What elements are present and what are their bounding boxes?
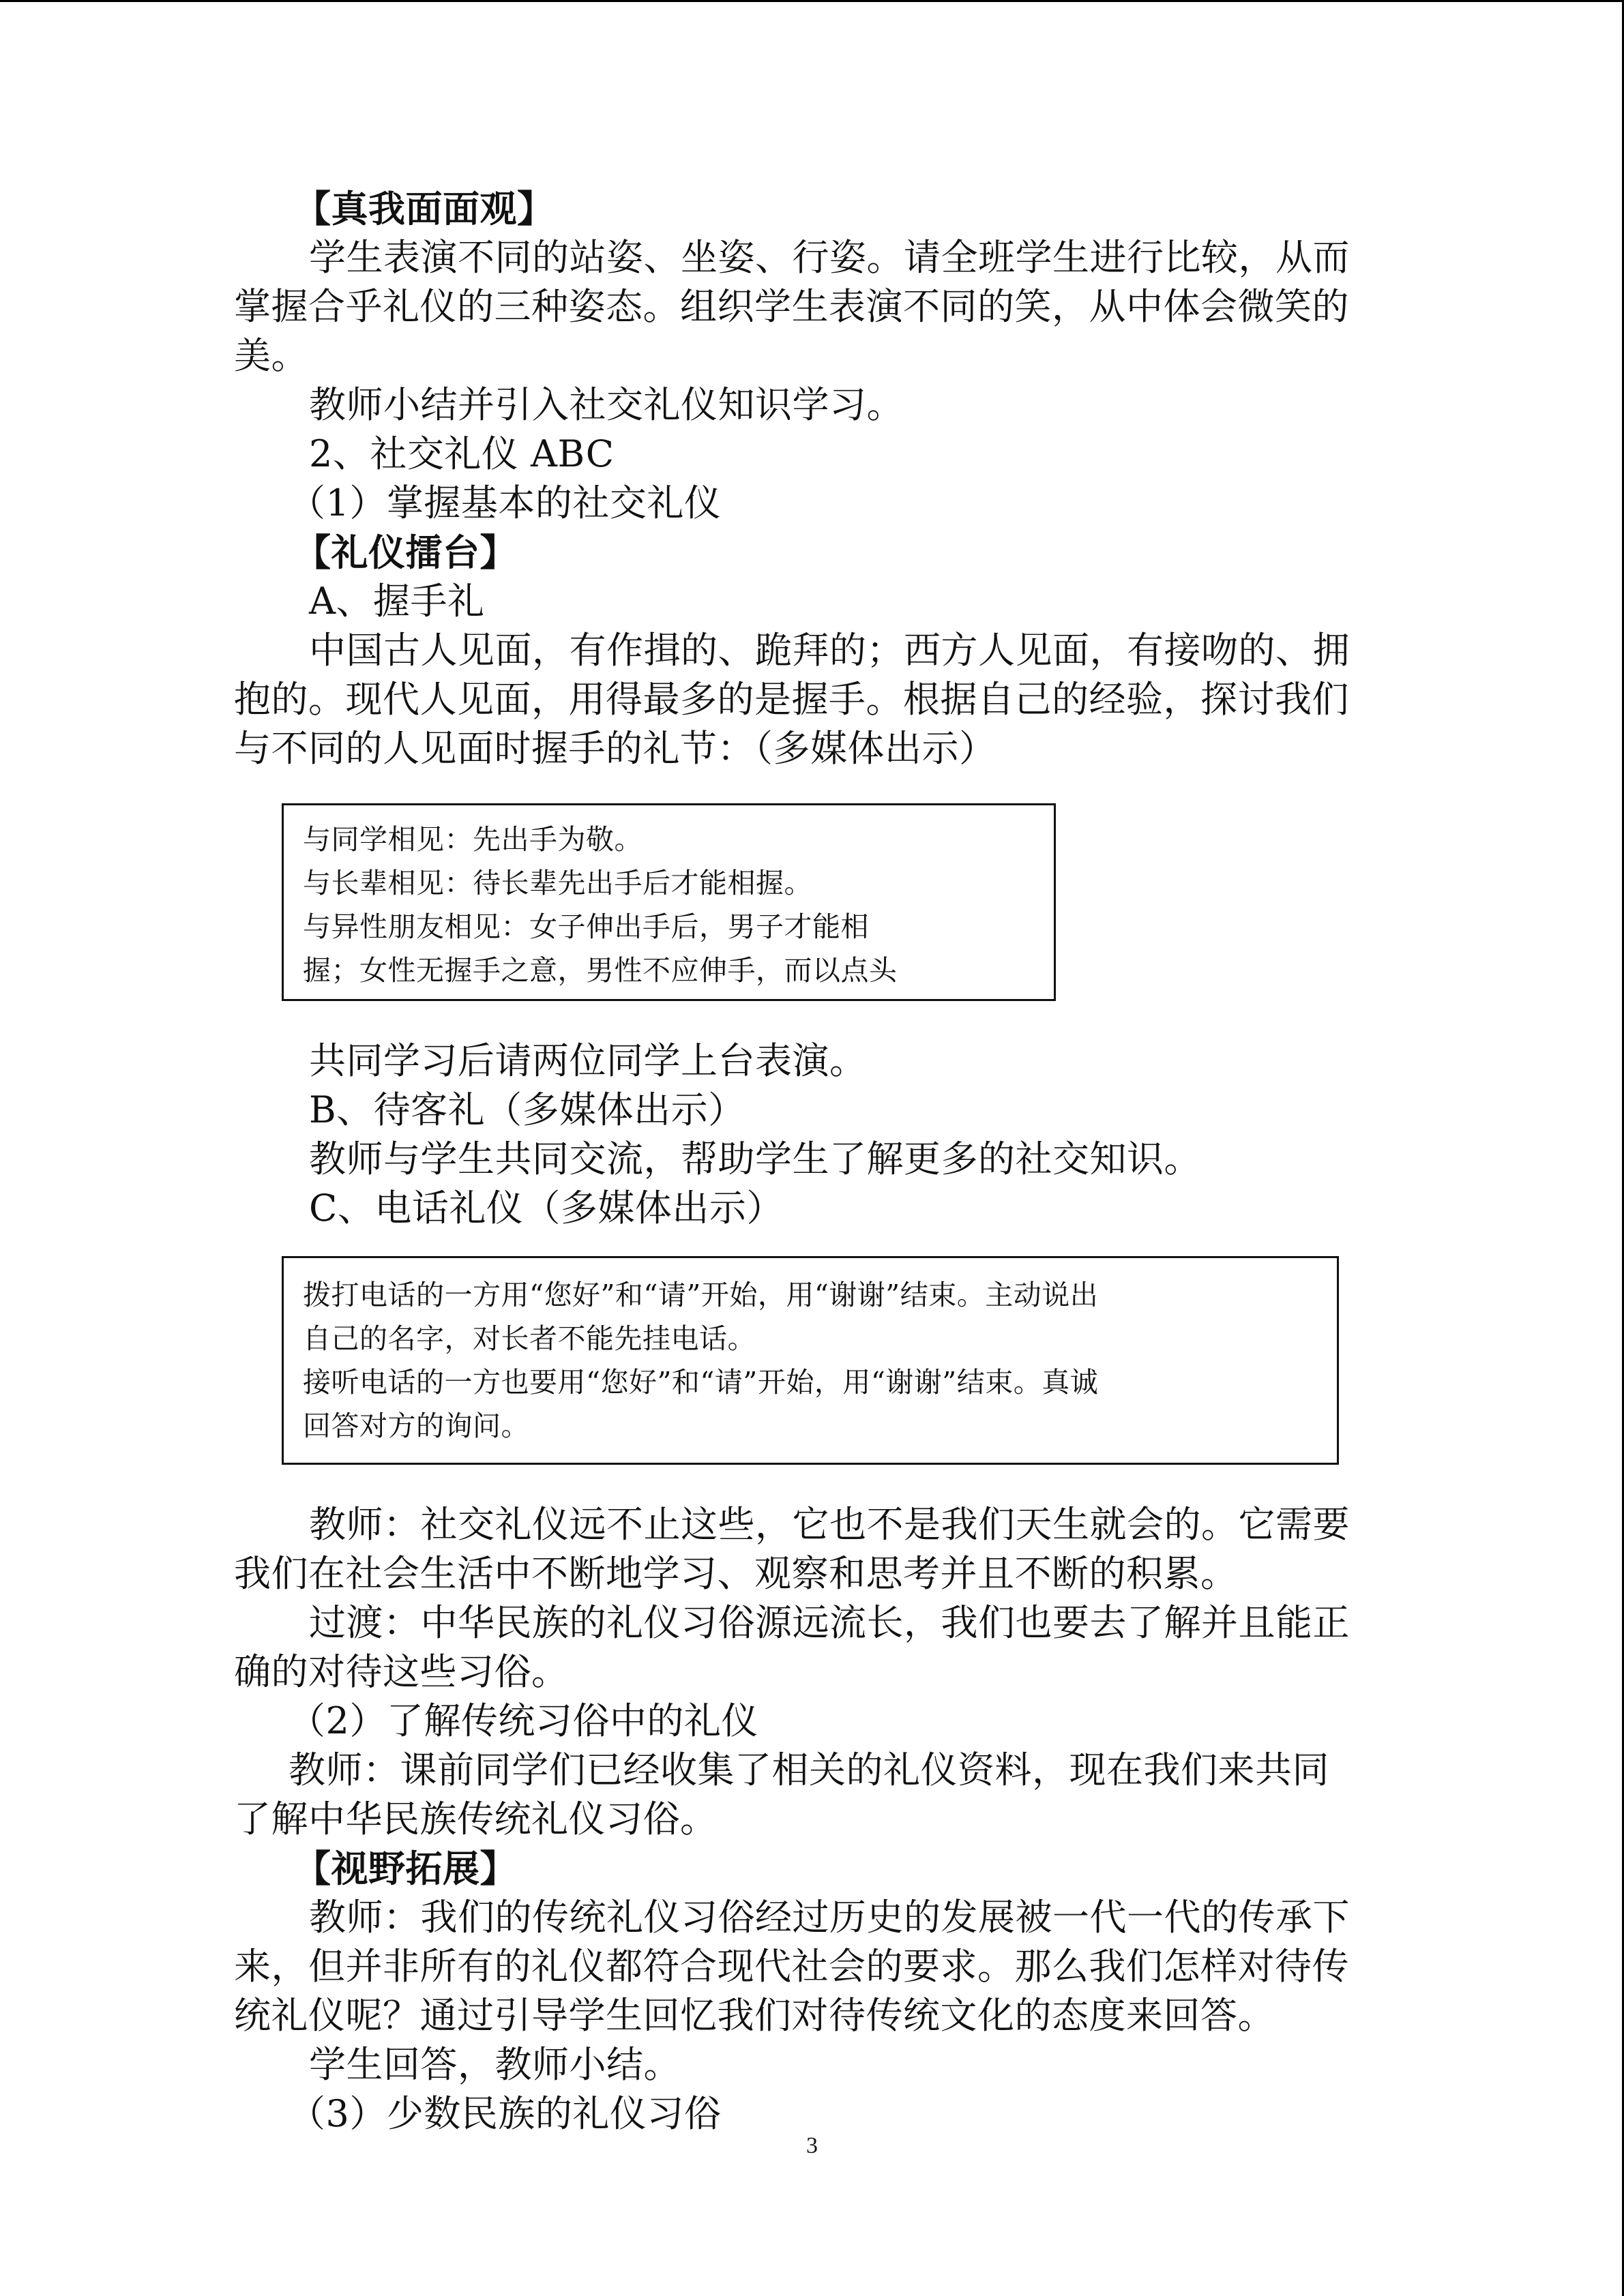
box-text-line: 握；女性无握手之意，男性不应伸手，而以点头 [303,954,898,987]
paragraph-line: 中国古人见面，有作揖的、跪拜的；西方人见面，有接吻的、拥 [309,629,1350,672]
box-text-line: 与异性朋友相见：女子伸出手后，男子才能相 [303,910,869,943]
paragraph-line: 教师：我们的传统礼仪习俗经过历史的发展被一代一代的传承下 [309,1896,1350,1939]
paragraph-line: 了解中华民族传统礼仪习俗。 [234,1798,718,1840]
paragraph-line: A、握手礼 [309,580,485,623]
paragraph-line: 学生表演不同的站姿、坐姿、行姿。请全班学生进行比较，从而 [309,236,1350,279]
paragraph-line: 共同学习后请两位同学上台表演。 [309,1039,867,1082]
paragraph-line: C、电话礼仪（多媒体出示） [309,1187,784,1229]
paragraph-line: 掌握合乎礼仪的三种姿态。组织学生表演不同的笑，从中体会微笑的 [234,285,1349,328]
paragraph-line: 教师小结并引入社交礼仪知识学习。 [309,383,904,426]
box-text-line: 与长辈相见：待长辈先出手后才能相握。 [303,867,812,899]
box-text-line: 自己的名字，对长者不能先挂电话。 [303,1322,756,1355]
phone-etiquette-box [282,1256,1339,1465]
section-traditional-customs [234,1500,1383,2138]
section-heading: 【真我面面观】 [294,187,555,230]
paragraph-line: 我们在社会生活中不断地学习、观察和思考并且不断的积累。 [234,1552,1238,1595]
page-top-border [0,0,1624,2]
section-heading: 【视野拓展】 [294,1847,517,1890]
paragraph-line: （1）掌握基本的社交礼仪 [289,481,722,524]
box-text-line: 拨打电话的一方用“您好”和“请”开始，用“谢谢”结束。主动说出 [303,1279,1099,1311]
paragraph-line: （2）了解传统习俗中的礼仪 [289,1699,758,1742]
document-body [234,184,1383,2138]
paragraph-line: 抱的。现代人见面，用得最多的是握手。根据自己的经验，探讨我们 [234,678,1349,721]
paragraph-line: 过渡：中华民族的礼仪习俗源远流长，我们也要去了解并且能正 [309,1601,1350,1644]
paragraph-line: 教师：课前同学们已经收集了相关的礼仪资料，现在我们来共同 [289,1748,1329,1791]
paragraph-line: （3）少数民族的礼仪习俗 [289,2092,722,2135]
paragraph-line: 统礼仪呢？通过引导学生回忆我们对待传统文化的态度来回答。 [234,1994,1275,2037]
section-posture-and-handshake [234,184,1383,773]
paragraph-line: 2、社交礼仪 ABC [309,432,615,475]
handshake-etiquette-box [282,803,1056,1001]
paragraph-line: 确的对待这些习俗。 [234,1650,569,1693]
paragraph-line: B、待客礼（多媒体出示） [309,1088,745,1131]
box-text-line: 接听电话的一方也要用“您好”和“请”开始，用“谢谢”结束。真诚 [303,1366,1099,1399]
section-hosting-and-phone [234,1037,1383,1233]
paragraph-line: 学生回答，教师小结。 [309,2043,681,2086]
paragraph-line: 美。 [234,334,308,377]
paragraph-line: 与不同的人见面时握手的礼节：（多媒体出示） [234,727,996,770]
box-text-line: 回答对方的询问。 [303,1410,529,1442]
page-number: 3 [806,2133,818,2158]
paragraph-line: 教师与学生共同交流，帮助学生了解更多的社交知识。 [309,1137,1201,1180]
box-text-line: 与同学相见：先出手为敬。 [303,823,643,856]
paragraph-line: 教师：社交礼仪远不止这些，它也不是我们天生就会的。它需要 [309,1503,1350,1546]
paragraph-line: 来，但并非所有的礼仪都符合现代社会的要求。那么我们怎样对待传 [234,1945,1349,1988]
section-heading: 【礼仪擂台】 [294,531,517,574]
